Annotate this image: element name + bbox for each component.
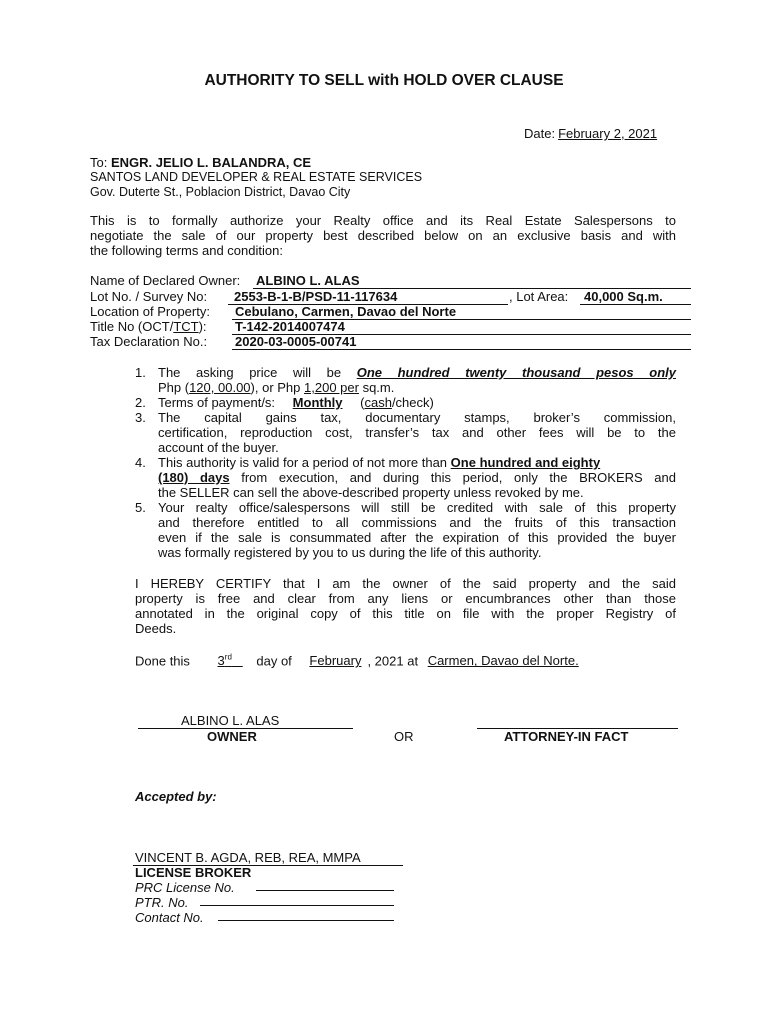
accepted-by-label: Accepted by:: [135, 789, 217, 804]
term-item-4: [135, 455, 676, 500]
item-line: [158, 470, 676, 485]
title-label-part: ):: [198, 319, 207, 334]
date-line: [524, 126, 663, 141]
intro-paragraph: [90, 213, 676, 258]
payment-terms: Monthly: [292, 395, 343, 410]
done-day: [194, 653, 253, 668]
to-label: To:: [90, 155, 108, 170]
prc-license-line: [256, 890, 394, 891]
item-line: was formally registered by you to us during the life of this authority.: [158, 545, 542, 560]
lot-label: Lot No. / Survey No:: [90, 289, 208, 304]
taxdec-underline: [232, 349, 691, 350]
addressee-name: ENGR. JELIO L. BALANDRA, CE: [110, 155, 312, 170]
broker-name: VINCENT B. AGDA, REB, REA, MMPA: [135, 850, 361, 865]
item-body: [158, 455, 676, 500]
ptr-no-label: PTR. No.: [135, 895, 189, 910]
item-line: the SELLER can sell the above-described property unless revoked by me.: [158, 485, 584, 500]
asking-price-words: One hundred twenty thousand pesos only: [356, 365, 676, 380]
or-label: OR: [394, 729, 414, 744]
validity-period: One hundred and eighty: [450, 455, 601, 470]
intro-line: negotiate the sale of our property best described below on an exclusive basis and with: [90, 228, 676, 243]
item-text: ), or Php: [250, 380, 301, 395]
item-body: [158, 365, 676, 395]
intro-line: the following terms and condition:: [90, 243, 283, 258]
addressee-line: [90, 155, 311, 170]
owner-signature-name: ALBINO L. ALAS: [181, 713, 280, 728]
item-body: [158, 410, 676, 455]
day-suffix: rd: [224, 653, 232, 662]
item-number: 5.: [135, 500, 146, 515]
title-no-label: [90, 319, 207, 334]
location-value: Cebulano, Carmen, Davao del Norte: [235, 304, 457, 319]
owner-value: ALBINO L. ALAS: [256, 273, 360, 288]
title-label-part: Title No (OCT/: [90, 319, 174, 334]
item-text: (: [360, 395, 365, 410]
certify-line: I HEREBY CERTIFY that I am the owner of the said property and the said: [135, 576, 676, 591]
done-text: day of: [256, 653, 292, 669]
item-text: Php (: [158, 380, 190, 395]
done-this-line: [135, 653, 591, 668]
ptr-no-line: [200, 905, 394, 906]
area-underline: [580, 304, 691, 305]
done-text: , 2021 at: [367, 653, 419, 669]
owner-label: OWNER: [207, 729, 257, 744]
date-label: Date:: [524, 126, 556, 141]
item-text: The asking price will be: [158, 365, 342, 380]
item-text: sq.m.: [362, 380, 395, 395]
item-line: [158, 365, 676, 380]
term-item-5: [135, 500, 676, 560]
item-line: certification, reproduction cost, transfer’s tax and other fees will be to the: [158, 425, 676, 440]
item-text: /check): [391, 395, 434, 410]
term-item-2: [135, 395, 676, 410]
taxdec-value: 2020-03-0005-00741: [235, 334, 357, 349]
certify-line: annotated in the original copy of this title on file with the proper Registry of: [135, 606, 676, 621]
attorney-label: ATTORNEY-IN FACT: [504, 729, 629, 744]
item-number: 3.: [135, 410, 146, 425]
payment-method-cash: cash: [364, 395, 392, 410]
item-line: even if the sale is consummated after the expiration of this provided the buyer: [158, 530, 676, 545]
item-line: The capital gains tax, documentary stamps, broker’s commission,: [158, 410, 676, 425]
certify-line: property is free and clear from any liens or encumbrances other than those: [135, 591, 676, 606]
intro-line: This is to formally authorize your Realty office and its Real Estate Salespersons to: [90, 213, 676, 228]
item-number: 4.: [135, 455, 146, 470]
taxdec-label: Tax Declaration No.:: [90, 334, 208, 349]
prc-license-label: PRC License No.: [135, 880, 235, 895]
title-value: T-142-2014007474: [235, 319, 345, 334]
item-body: [158, 395, 676, 410]
done-text: Done this: [135, 653, 190, 669]
item-number: 2.: [135, 395, 146, 410]
area-label: , Lot Area:: [509, 289, 569, 304]
item-body: [158, 500, 676, 560]
owner-label: Name of Declared Owner:: [90, 273, 241, 288]
certification-paragraph: [135, 576, 676, 636]
item-line: and therefore entitled to all commissions and the fruits of this transaction: [158, 515, 676, 530]
item-line: [158, 380, 676, 395]
item-number: 1.: [135, 365, 146, 380]
title-label-tct: TCT: [173, 319, 199, 334]
validity-days: (180) days: [158, 470, 230, 485]
addressee-address: Gov. Duterte St., Poblacion District, Davao City: [90, 185, 351, 199]
done-month: February: [309, 653, 362, 669]
area-value: 40,000 Sq.m.: [584, 289, 663, 304]
item-line: Your realty office/salespersons will still be credited with sale of this property: [158, 500, 676, 515]
done-place: Carmen, Davao del Norte.: [427, 653, 579, 669]
item-text: from execution, and during this period, only the BROKERS and: [241, 470, 676, 485]
date-value: February 2, 2021: [558, 126, 658, 141]
item-line: account of the buyer.: [158, 440, 279, 455]
addressee-company: SANTOS LAND DEVELOPER & REAL ESTATE SERVICES: [90, 170, 423, 184]
location-label: Location of Property:: [90, 304, 210, 319]
term-item-3: [135, 410, 676, 455]
document-title: AUTHORITY TO SELL with HOLD OVER CLAUSE: [204, 72, 564, 89]
contact-no-line: [218, 920, 394, 921]
item-line: [158, 455, 676, 470]
day-number: 3: [217, 653, 225, 669]
term-item-1: [135, 365, 676, 395]
item-text: This authority is valid for a period of not more than: [158, 455, 448, 470]
item-text: Terms of payment/s:: [158, 395, 276, 410]
certify-line: Deeds.: [135, 621, 177, 636]
asking-price-figure: 120, 00.00: [189, 380, 251, 395]
lot-value: 2553-B-1-B/PSD-11-117634: [234, 289, 398, 304]
contact-no-label: Contact No.: [135, 910, 204, 925]
broker-title: LICENSE BROKER: [135, 865, 252, 880]
price-per-sqm: 1,200 per: [304, 380, 359, 395]
